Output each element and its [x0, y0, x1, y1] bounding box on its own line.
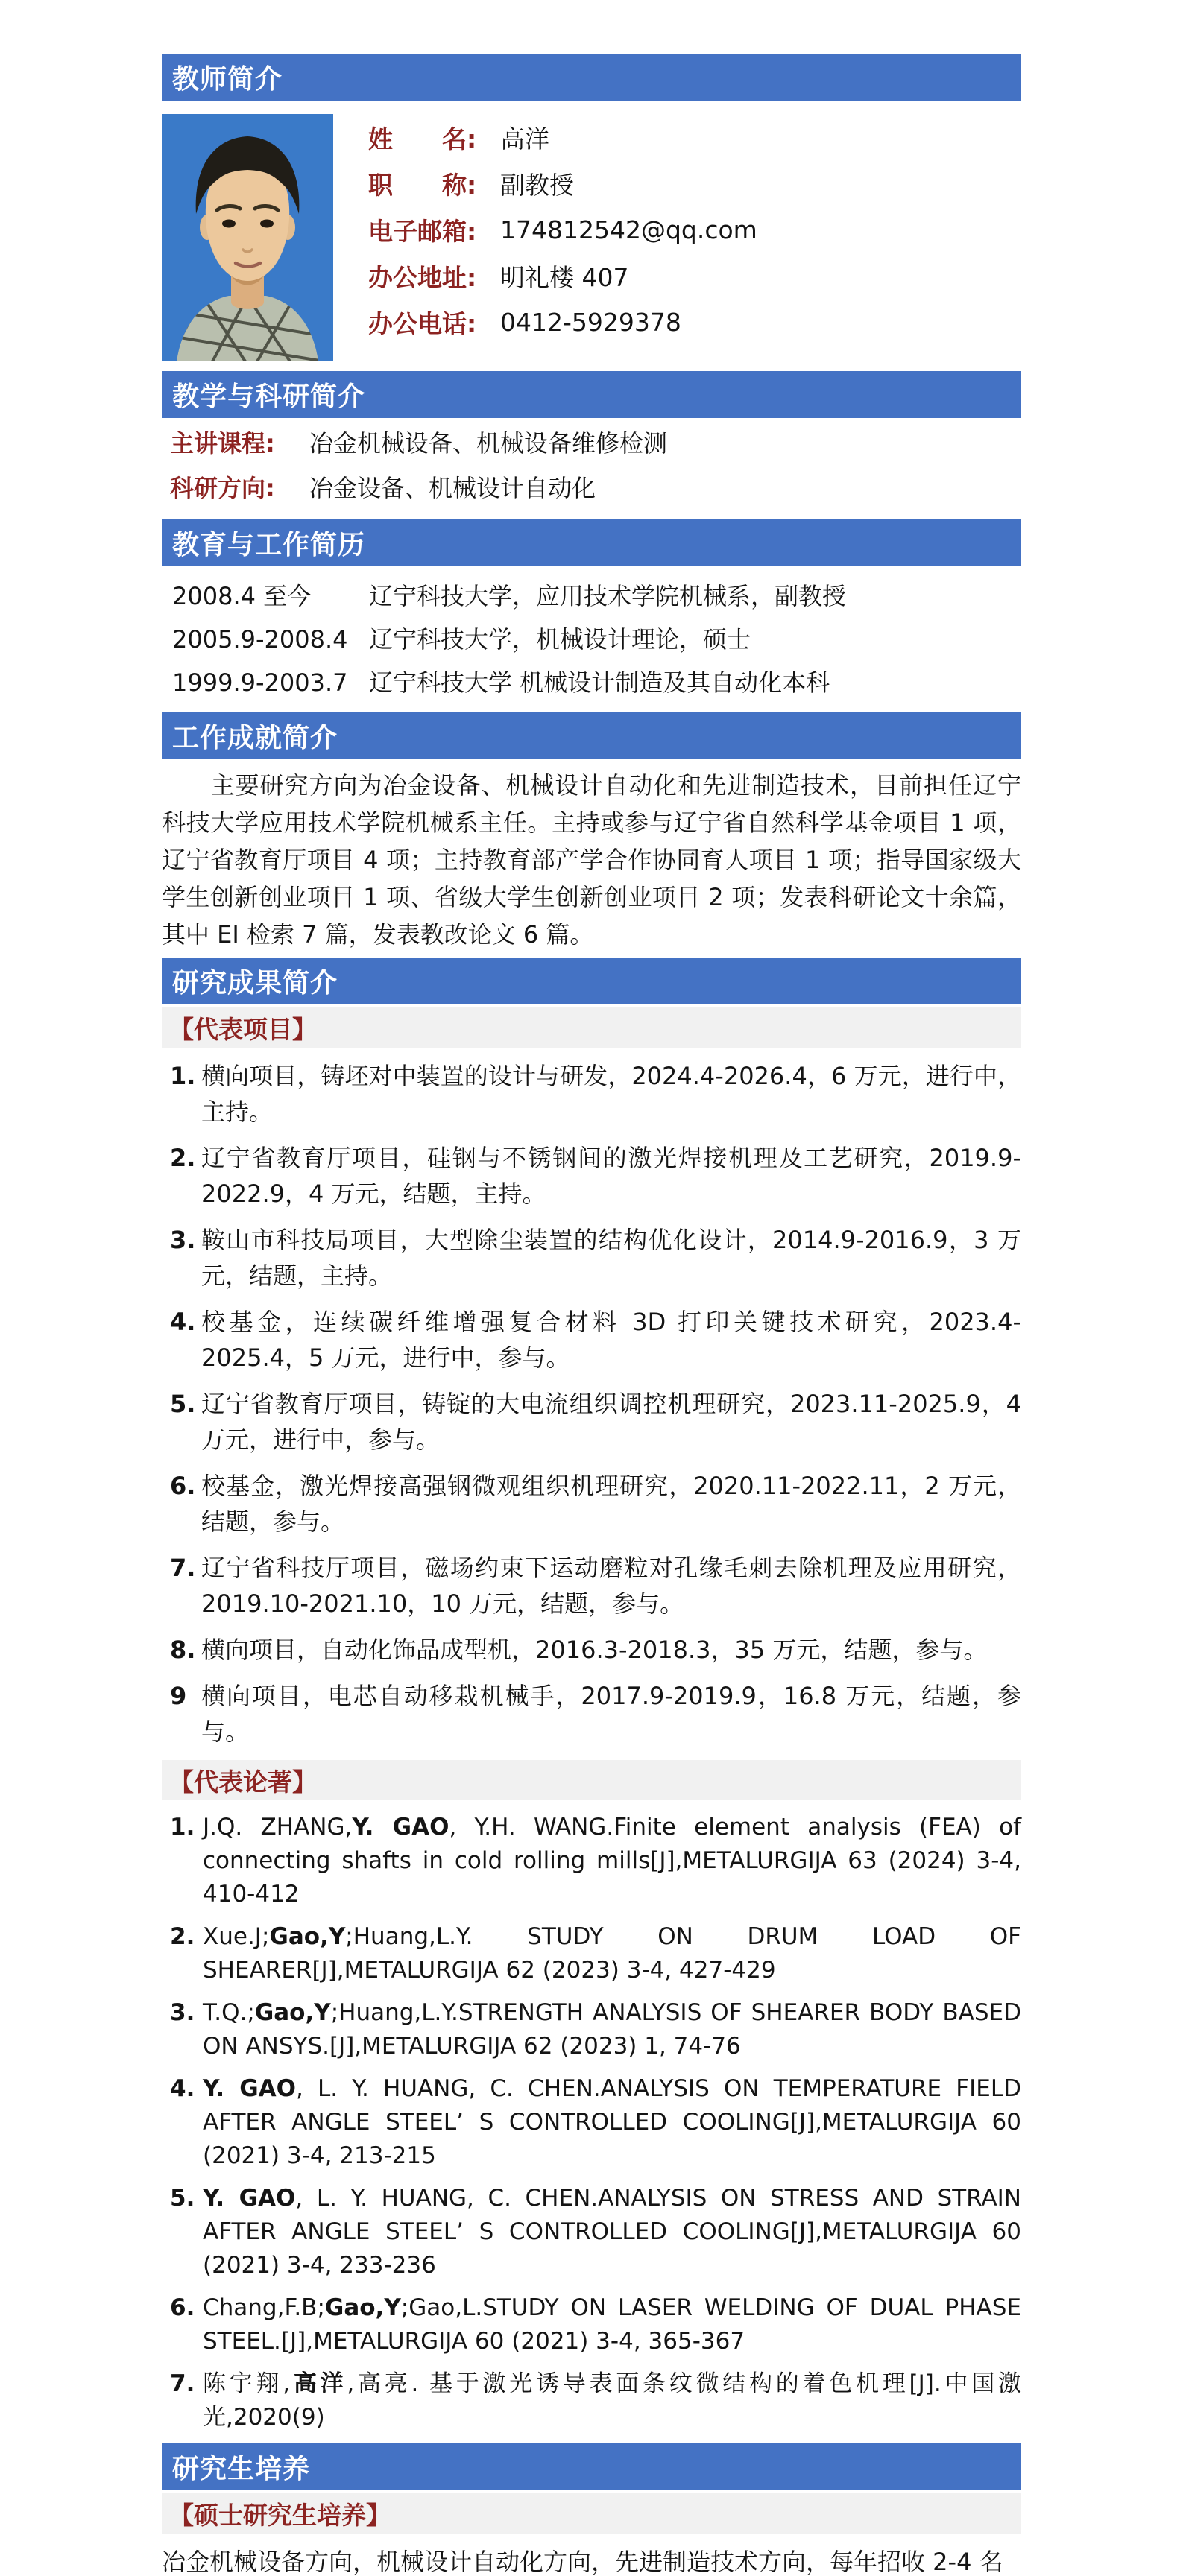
section-title-teacher-intro: 教师简介 — [172, 64, 283, 95]
field-label: 职 称: — [368, 170, 477, 200]
text-segment: ;Gao,L.STUDY ON LASER WELDING OF DUAL PHASE STEEL.[J],METALURGIJA 60 (2021) 3-4, 365-367 — [203, 2294, 1021, 2355]
field-row — [368, 114, 1021, 160]
education-rows — [172, 583, 1021, 696]
field-value: 174812542@qq.com — [500, 215, 757, 244]
projects-list — [162, 1058, 1021, 1750]
list-item-number: 6. — [170, 1472, 196, 1500]
list-item — [162, 1304, 1021, 1376]
education-period: 2008.4 至今 — [172, 582, 312, 610]
field-value: 高洋 — [500, 124, 549, 154]
text-segment: 陈宇翔, — [203, 2370, 291, 2397]
list-item-text — [201, 1058, 1021, 1130]
profile-fields — [368, 114, 1021, 361]
list-item — [162, 2291, 1021, 2358]
section-title-achievements: 工作成就简介 — [172, 723, 338, 753]
education-row — [172, 669, 1021, 696]
list-item — [162, 1678, 1021, 1750]
field-row — [368, 253, 1021, 299]
text-segment: 高洋 — [290, 2370, 347, 2397]
subheading-representative-projects-label: 【代表项目】 — [169, 1014, 317, 1044]
list-item-number: 7. — [170, 1554, 196, 1582]
text-segment: Gao,Y — [324, 2294, 401, 2321]
field-value: 明礼楼 407 — [500, 262, 629, 292]
section-header-research-results — [162, 958, 1021, 1004]
section-header-graduate-training — [162, 2443, 1021, 2490]
education-period: 2005.9-2008.4 — [172, 625, 348, 654]
text-segment: 辽宁省科技厅项目，磁场约束下运动磨粒对孔缘毛刺去除机理及应用研究，2019.10-2021.10，10 万元，结题，参与。 — [201, 1554, 1021, 1618]
list-item-number: 4. — [170, 2075, 195, 2102]
text-segment: 横向项目，铸坯对中装置的设计与研发，2024.4-2026.4，6 万元，进行中，主持。 — [201, 1062, 1021, 1126]
field-value: 冶金设备、机械设计自动化 — [309, 474, 596, 502]
list-item — [162, 1920, 1021, 1987]
list-item-number: 8. — [170, 1636, 196, 1664]
text-segment: Gao,Y — [254, 1999, 331, 2026]
text-segment: , L. Y. HUANG, C. CHEN.ANALYSIS ON TEMPERATURE FIELD AFTER ANGLE STEEL’ S CONTROLLED COOLING[J],METALURGIJA 60 (2021) 3-4, 213-215 — [203, 2075, 1021, 2169]
field-label: 办公地址: — [368, 262, 477, 292]
text-segment: Xue.J; — [203, 1923, 270, 1950]
list-item-text — [201, 1140, 1021, 1212]
list-item-number: 3. — [170, 1999, 195, 2026]
section-header-achievements — [162, 712, 1021, 759]
education-period: 1999.9-2003.7 — [172, 668, 348, 697]
field-row — [368, 206, 1021, 253]
publications-list — [162, 1811, 1021, 2434]
education-row — [172, 626, 1021, 653]
section-header-teacher-intro — [162, 54, 1021, 101]
text-segment: , L. Y. HUANG, C. CHEN.ANALYSIS ON STRESS AND STRAIN AFTER ANGLE STEEL’ S CONTROLLED COOLING[J],METALURGIJA 60 (2021) 3-4, 233-236 — [203, 2185, 1021, 2279]
education-detail: 辽宁科技大学，机械设计理论，硕士 — [369, 625, 751, 654]
list-item-number: 5. — [170, 1390, 196, 1418]
list-item-number: 2. — [170, 1144, 196, 1172]
list-item — [162, 2367, 1021, 2434]
list-item — [162, 1468, 1021, 1539]
list-item-number: 1. — [170, 1062, 196, 1090]
text-segment: , Y.H. WANG.Finite element analysis (FEA) of connecting shafts in cold rolling mills[J],METALURGIJA 63 (2024) 3-4, 410-412 — [203, 1814, 1021, 1908]
list-item-text — [201, 1386, 1021, 1458]
field-value: 副教授 — [500, 170, 574, 200]
subheading-master-training-label: 【硕士研究生培养】 — [169, 2500, 391, 2530]
field-row — [170, 475, 1021, 501]
list-item-text — [201, 1304, 1021, 1376]
list-item-text — [203, 2072, 1021, 2173]
list-item-text — [201, 1468, 1021, 1539]
list-item — [162, 1632, 1021, 1668]
portrait-photo-image — [162, 114, 333, 361]
field-row — [368, 299, 1021, 345]
portrait-photo — [162, 114, 333, 361]
text-segment: 辽宁省教育厅项目，硅钢与不锈钢间的激光焊接机理及工艺研究，2019.9-2022.9，4 万元，结题，主持。 — [201, 1144, 1021, 1208]
section-header-education-career — [162, 519, 1021, 566]
list-item — [162, 1058, 1021, 1130]
list-item-text — [203, 2367, 1021, 2434]
faculty-profile-page — [162, 0, 1021, 2575]
achievements-paragraph: 主要研究方向为冶金设备、机械设计自动化和先进制造技术，目前担任辽宁科技大学应用技术学院机械系主任。主持或参与辽宁省自然科学基金项目 1 项，辽宁省教育厅项目 4 项；主持教育部产学合作协同育人项目 1 项；指导国家级大学生创新创业项目 1 项、省级大学生创新创业项目 2 项；发表科研论文十余篇，其中 EI 检索 7 篇，发表教改论文 6 篇。 — [162, 771, 1021, 949]
text-segment: 横向项目，电芯自动移栽机械手，2017.9-2019.9，16.8 万元，结题，参与。 — [201, 1682, 1021, 1746]
text-segment: ;Huang,L.Y. STUDY ON DRUM LOAD OF SHEARER[J],METALURGIJA 62 (2023) 3-4, 427-429 — [203, 1923, 1021, 1984]
list-item-text — [203, 2291, 1021, 2358]
list-item — [162, 1550, 1021, 1621]
graduate-recruiting-text: 冶金机械设备方向，机械设计自动化方向，先进制造技术方向，每年招收 2-4 名 — [162, 2548, 1003, 2576]
list-item — [162, 1140, 1021, 1212]
list-item-number: 4. — [170, 1308, 196, 1336]
profile-block — [162, 114, 1021, 361]
subheading-master-training — [162, 2493, 1021, 2534]
list-item-number: 3. — [170, 1226, 196, 1254]
field-label: 办公电话: — [368, 308, 477, 338]
section-title-education-career: 教育与工作简历 — [172, 530, 366, 560]
list-item-text — [201, 1222, 1021, 1294]
education-row — [172, 583, 1021, 610]
section-title-teaching-research: 教学与科研简介 — [172, 382, 366, 412]
section-header-teaching-research — [162, 371, 1021, 418]
list-item — [162, 1996, 1021, 2063]
field-value: 冶金机械设备、机械设备维修检测 — [309, 429, 668, 458]
field-label: 主讲课程: — [170, 429, 275, 458]
text-segment: 横向项目，自动化饰品成型机，2016.3-2018.3，35 万元，结题，参与。 — [201, 1636, 988, 1664]
text-segment: ,高亮. 基于激光诱导表面条纹微结构的着色机理[J].中国激光,2020(9) — [203, 2370, 1021, 2431]
field-row — [170, 430, 1021, 457]
list-item-text — [203, 1920, 1021, 1987]
list-item — [162, 1386, 1021, 1458]
list-item-text — [203, 1996, 1021, 2063]
text-segment: Gao,Y — [269, 1923, 346, 1950]
list-item-text — [203, 1811, 1021, 1911]
list-item-text — [201, 1678, 1021, 1750]
list-item — [162, 2072, 1021, 2173]
section-title-graduate-training: 研究生培养 — [172, 2454, 311, 2484]
text-segment: Y. GAO — [203, 2075, 296, 2102]
text-segment: 辽宁省教育厅项目，铸锭的大电流组织调控机理研究，2023.11-2025.9，4 万元，进行中，参与。 — [201, 1390, 1021, 1454]
teaching-fields — [170, 430, 1021, 501]
text-segment: T.Q.; — [203, 1999, 255, 2026]
text-segment: 校基金，激光焊接高强钢微观组织机理研究，2020.11-2022.11，2 万元，结题，参与。 — [201, 1472, 1021, 1536]
list-item — [162, 1222, 1021, 1294]
list-item-text — [201, 1550, 1021, 1621]
text-segment: Y. GAO — [352, 1814, 449, 1841]
text-segment: Chang,F.B; — [203, 2294, 325, 2321]
list-item-number: 5. — [170, 2185, 195, 2212]
text-segment: J.Q. ZHANG, — [203, 1814, 353, 1841]
section-title-research-results: 研究成果简介 — [172, 968, 338, 999]
list-item-number: 7. — [170, 2370, 195, 2397]
subheading-representative-publications-label: 【代表论著】 — [169, 1767, 317, 1797]
subheading-representative-projects — [162, 1007, 1021, 1048]
list-item-number: 6. — [170, 2294, 195, 2321]
education-detail: 辽宁科技大学 机械设计制造及其自动化本科 — [369, 668, 830, 697]
text-segment: ;Huang,L.Y.STRENGTH ANALYSIS OF SHEARER BODY BASED ON ANSYS.[J],METALURGIJA 62 (2023) 1, 74-76 — [203, 1999, 1021, 2060]
list-item-number: 1. — [170, 1814, 195, 1841]
text-segment: Y. GAO — [203, 2185, 296, 2212]
field-label: 姓 名: — [368, 124, 477, 154]
list-item-number: 9 — [170, 1682, 187, 1710]
text-segment: 校基金，连续碳纤维增强复合材料 3D 打印关键技术研究，2023.4-2025.4，5 万元，进行中，参与。 — [201, 1308, 1021, 1372]
subheading-representative-publications — [162, 1760, 1021, 1800]
list-item-text — [201, 1632, 1021, 1668]
list-item-number: 2. — [170, 1923, 195, 1950]
list-item — [162, 2182, 1021, 2282]
list-item-text — [203, 2182, 1021, 2282]
text-segment: 鞍山市科技局项目，大型除尘装置的结构优化设计，2014.9-2016.9，3 万元，结题，主持。 — [201, 1226, 1021, 1290]
list-item — [162, 1811, 1021, 1911]
field-label: 科研方向: — [170, 474, 275, 502]
field-value: 0412-5929378 — [500, 307, 681, 337]
field-row — [368, 160, 1021, 206]
education-detail: 辽宁科技大学，应用技术学院机械系，副教授 — [369, 582, 847, 610]
field-label: 电子邮箱: — [368, 216, 477, 246]
